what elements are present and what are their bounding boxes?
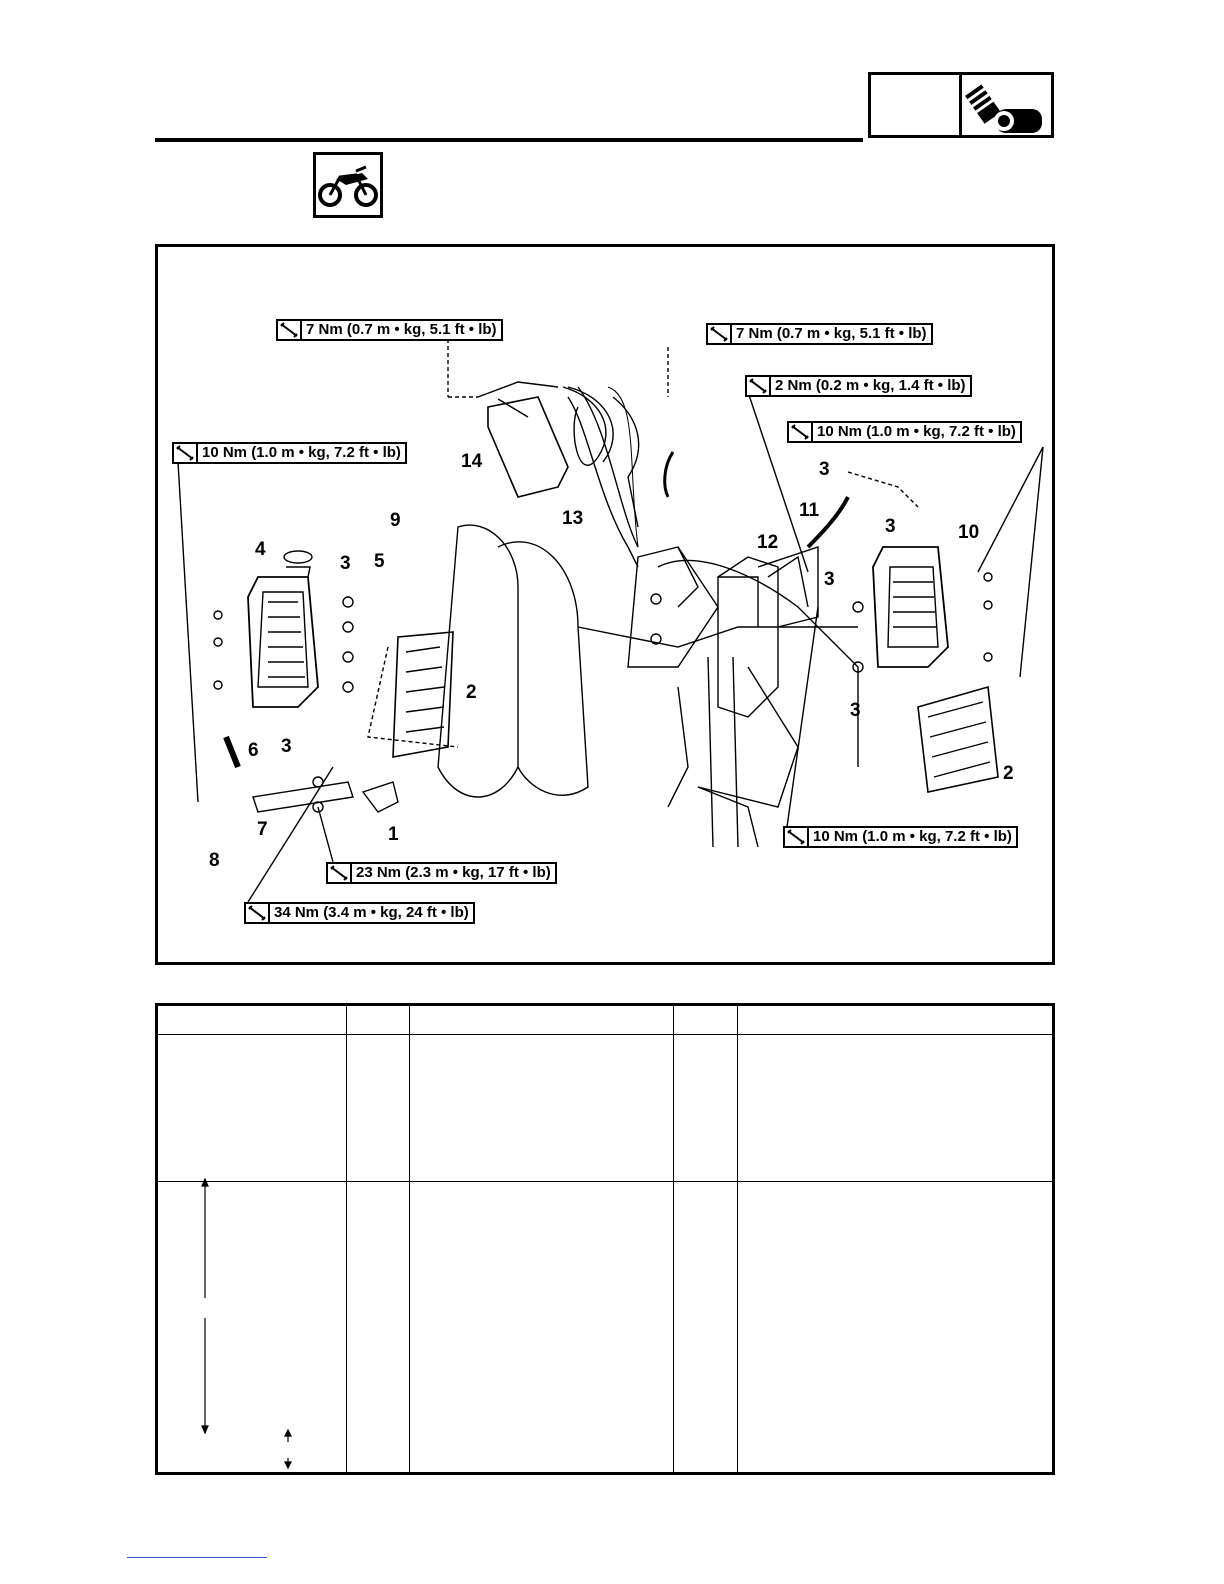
sequence-arrows	[195, 1178, 295, 1473]
part-callout: 2	[1003, 763, 1014, 784]
torque-label	[787, 421, 1022, 443]
torque-label	[326, 862, 557, 884]
part-callout: 5	[374, 551, 385, 572]
part-callout: 3	[819, 459, 830, 480]
torque-text: 10 Nm (1.0 m • kg, 7.2 ft • lb)	[817, 423, 1016, 440]
torque-label	[172, 442, 407, 464]
table-column-divider	[673, 1003, 674, 1475]
torque-wrench-icon	[328, 864, 352, 882]
torque-wrench-icon	[246, 904, 270, 922]
motorcycle-icon	[313, 152, 383, 218]
torque-wrench-icon	[785, 828, 809, 846]
part-callout: 3	[850, 700, 861, 721]
torque-text: 2 Nm (0.2 m • kg, 1.4 ft • lb)	[775, 377, 966, 394]
part-callout: 13	[562, 508, 584, 529]
header-rule	[155, 138, 863, 142]
part-callout: 3	[885, 516, 896, 537]
torque-text: 23 Nm (2.3 m • kg, 17 ft • lb)	[356, 864, 551, 881]
part-callout: 3	[340, 553, 351, 574]
torque-text: 7 Nm (0.7 m • kg, 5.1 ft • lb)	[736, 325, 927, 342]
table-column-divider	[409, 1003, 410, 1475]
torque-text: 10 Nm (1.0 m • kg, 7.2 ft • lb)	[202, 444, 401, 461]
part-callout: 7	[257, 819, 268, 840]
radiator-exploded-diagram	[158, 247, 1052, 962]
torque-text: 34 Nm (3.4 m • kg, 24 ft • lb)	[274, 904, 469, 921]
torque-wrench-icon	[789, 423, 813, 441]
torque-text: 10 Nm (1.0 m • kg, 7.2 ft • lb)	[813, 828, 1012, 845]
part-callout: 12	[757, 532, 779, 553]
part-callout: 4	[255, 539, 266, 560]
table-row-divider	[155, 1034, 1055, 1035]
torque-wrench-icon	[747, 377, 771, 395]
torque-label	[276, 319, 503, 341]
part-callout: 3	[281, 736, 292, 757]
part-callout: 3	[824, 569, 835, 590]
engine-cooling-icon	[962, 72, 1054, 138]
torque-label	[706, 323, 933, 345]
torque-wrench-icon	[278, 321, 302, 339]
part-callout: 8	[209, 850, 220, 871]
part-callout: 6	[248, 740, 259, 761]
part-callout: 1	[388, 824, 399, 845]
torque-label	[244, 902, 475, 924]
table-column-divider	[737, 1003, 738, 1475]
torque-wrench-icon	[708, 325, 732, 343]
section-tab-box	[868, 72, 962, 138]
table-column-divider	[346, 1003, 347, 1475]
part-callout: 9	[390, 510, 401, 531]
torque-label	[783, 826, 1018, 848]
torque-text: 7 Nm (0.7 m • kg, 5.1 ft • lb)	[306, 321, 497, 338]
footer-link-underline	[127, 1557, 267, 1558]
part-callout: 2	[466, 682, 477, 703]
part-callout: 11	[799, 500, 820, 521]
part-callout: 10	[958, 522, 980, 543]
torque-label	[745, 375, 972, 397]
torque-wrench-icon	[174, 444, 198, 462]
part-callout: 14	[461, 451, 483, 472]
